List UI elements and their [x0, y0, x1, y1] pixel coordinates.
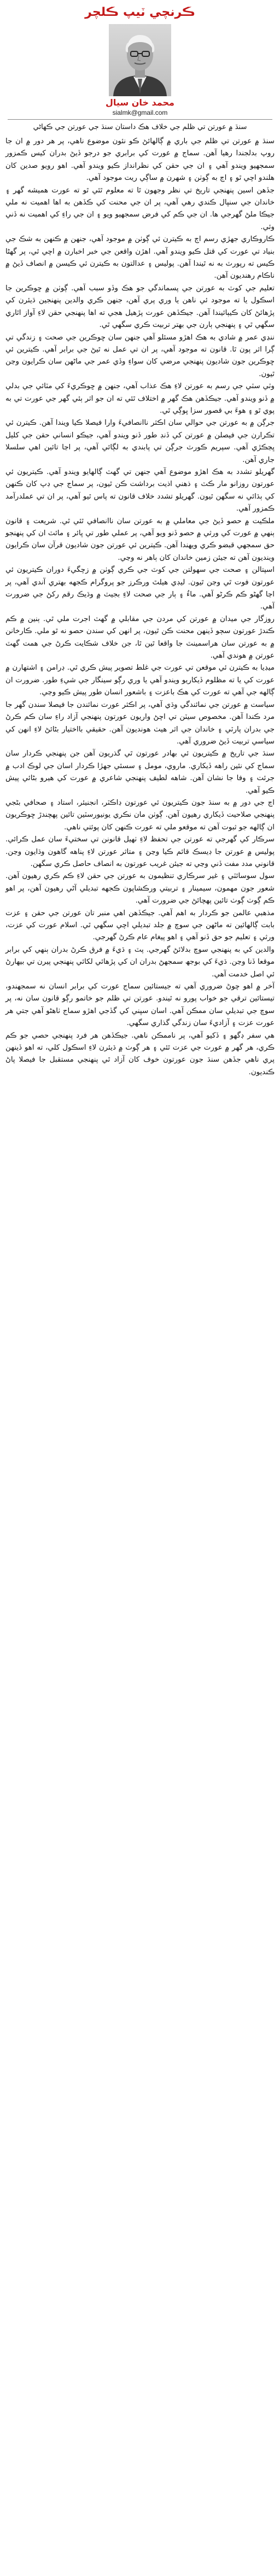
body-paragraph: والدين کي به پنهنجي سوچ بدلائڻ گهرجي. پٽ ۽ ڌيءَ ۾ فرق ڪرڻ بدران ٻنهي کي برابر موقعا ڏنا وڃن. ڌيءَ کي بوجھ سمجهڻ بدران ان کي پڙهائي لکائي پنهنجي پيرن تي بيهارڻ ئي اصل خدمت آهي. — [5, 945, 275, 979]
author-name: محمد خان سيال — [106, 97, 174, 108]
body-paragraph: ننڍي عمر ۾ شادي به هڪ اهڙو مسئلو آهي جنهن سان ڇوڪرين جي صحت ۽ زندگي تي ڳرا اثر پون ٿا. قانون ته موجود آهي، پر ان تي عمل نه ٿيڻ جي برابر آهي. ڪيترين ئي ڇوڪرين جون شاديون پنهنجي مرضي کان سواءِ وڏي عمر جي ماڻهن سان ڪرايون وڃن ٿيون. — [5, 333, 275, 378]
article-body — [5, 136, 275, 1079]
body-paragraph: سنڌ جي تاريخ ۾ ڪيتريون ئي بهادر عورتون ٿي گذريون آهن جن پنهنجي ڪردار سان سماج کي نئين راهه ڏيکاري. ماروي، مومل ۽ سسئي جهڙا ڪردار اسان جي لوڪ ادب ۾ جرئت ۽ وفا جا نشان آهن. شاهه لطيف پنهنجي شاعري ۾ عورت کي هيرو بڻائي پيش ڪيو آهي. — [5, 750, 275, 795]
article-header — [3, 3, 277, 132]
author-portrait — [109, 24, 171, 96]
body-paragraph: جرڳن ۾ به عورتن جي حوالي سان اڪثر ناانصافيءَ وارا فيصلا ڪيا ويندا آهن. ڪيترن ئي تڪرارن جي فيصلن ۾ عورتن کي ڏنڊ طور ڏنو ويندو آهي، جيڪو انساني حقن جي کليل ڀڃڪڙي آهي. سپريم ڪورٽ جرڳن تي پابندي به لڳائي آهي، پر اڃا تائين اهي سلسلا جاري آهن. — [5, 419, 275, 464]
article-intro: سنڌ ۾ عورتن تي ظلم جي خلاف هڪ داستان سنڌ جي عورتن جي ڪهاڻي — [33, 123, 247, 131]
body-paragraph: اسپتالن ۽ صحت جي سهولتن جي کوٽ جي ڪري ڳوٺن ۾ زچگيءَ دوران ڪيتريون ئي عورتون فوت ٿي وڃن ٿيون. ليڊي هيلٿ ورڪرز جو پروگرام ڪجهه بهتري آندي آهي، پر اڃا گهڻو ڪم ڪرڻو آهي. ماءُ ۽ ٻار جي صحت لاءِ بجيٽ ۾ وڌيڪ رقم رکڻ جي ضرورت آهي. — [5, 566, 275, 611]
body-paragraph: سياست ۾ عورتن جي نمائندگي وڌي آهي، پر اڪثر عورت نمائندن جا فيصلا سندن گهر جا مرد ڪندا آهن. مخصوص سيٽن تي اچڻ واريون عورتون پنهنجي آزاد راءِ سان ڪم ڪرڻ جي بدران پارٽي ۽ خاندان جي اثر هيٺ هونديون آهن. حقيقي بااختيار بڻائڻ لاءِ انهن کي سياسي تربيت ڏيڻ ضروري آهي. — [5, 700, 275, 746]
body-paragraph: ڪاروڪاري جهڙي رسم اڄ به ڪيترن ئي ڳوٺن ۾ موجود آهي، جنهن ۾ ڪنهن به شڪ جي بنياد تي عورت کي قتل ڪيو ويندو آهي. اهڙن واقعن جي خبر اخبارن ۾ اچي ٿي، پر گهڻا ڪيس ته رپورٽ به نه ٿيندا آهن. پوليس ۽ عدالتون به ڪيترن ئي ڪيسن ۾ انصاف ڏيڻ ۾ ناڪام رهنديون آهن. — [5, 235, 275, 280]
body-paragraph: ملڪيت ۾ حصو ڏيڻ جي معاملي ۾ به عورتن سان ناانصافي ٿئي ٿي. شريعت ۽ قانون ٻنهي ۾ عورت کي ورثي ۾ حصو ڏنو ويو آهي، پر عملي طور تي ڀائر ۽ مائٽ ان کي پنهنجو حق سمجهي قبضو ڪري ويهندا آهن. ڪيترين ئي عورتن جون شاديون قرآن سان ڪرايون وينديون آهن ته جيئن زمين خاندان کان ٻاهر نه وڃي. — [5, 517, 275, 562]
header-divider — [8, 119, 272, 120]
body-paragraph: سنڌ ۾ عورتن تي ظلم جي باري ۾ ڳالهائڻ ڪو نئون موضوع ناهي، پر هر دور ۾ ان جا روپ بدلجندا رهيا آهن. سماج ۾ عورت کي برابري جو درجو ڏيڻ بدران کيس ڪمزور سمجهيو ويندو آهي ۽ ان جي حقن کي نظرانداز ڪيو ويندو آهي. اهو رويو صدين کان هلندو اچي ٿو ۽ اڄ به ڳوٺن ۽ شهرن ۾ ساڳي ريت موجود آهي. — [5, 137, 275, 183]
body-paragraph: تعليم جي کوٽ به عورتن جي پسماندگي جو هڪ وڏو سبب آهي. ڳوٺن ۾ ڇوڪرين جا اسڪول يا ته موجود ئي ناهن يا وري پري آهن، جنهن ڪري والدين پنهنجين ڌيئرن کي پڙهائڻ کان ڪيٻائيندا آهن. جيڪڏهن عورت پڙهيل هجي ته اها پنهنجي حقن لاءِ آواز اٿاري سگهي ٿي ۽ پنهنجي ٻارن جي بهتر تربيت ڪري سگهي ٿي. — [5, 284, 275, 330]
body-paragraph: سرڪار کي گهرجي ته عورتن جي تحفظ لاءِ ٺهيل قانونن تي سختيءَ سان عمل ڪرائي. پوليس ۾ عورتن جا ڊيسڪ قائم ڪيا وڃن ۽ متاثر عورتن لاءِ پناهه گاهون وڌايون وڃن. قانوني مدد مفت ڏني وڃي ته جيئن غريب عورتون به انصاف حاصل ڪري سگهن. — [5, 835, 275, 868]
body-paragraph: جڏهن اسين پنهنجي تاريخ تي نظر وجهون ٿا ته معلوم ٿئي ٿو ته عورت هميشه گهر ۽ خاندان جي سنڀال ڪندي رهي آهي، پر ان جي محنت کي ڪڏهن به اها اهميت نه ملي جيڪا ملڻ گهرجي ها. ان جي ڪم کي فرض سمجهيو ويو ۽ ان جي راءِ کي اهميت نه ڏني وئي. — [5, 186, 275, 231]
body-paragraph: گهريلو تشدد به هڪ اهڙو موضوع آهي جنهن تي گهٽ ڳالهايو ويندو آهي. ڪيتريون ئي عورتون روزانو مار ڪٽ ۽ ذهني اذيت برداشت ڪن ٿيون، پر سماج جي ڊپ کان ڪنهن کي ٻڌائي نه سگهن ٿيون. گهريلو تشدد خلاف قانون ته پاس ٿيو آهي، پر ان تي عملدرآمد ڪمزور آهي. — [5, 467, 275, 513]
body-paragraph: اڄ جي دور ۾ به سنڌ جون ڪيتريون ئي عورتون ڊاڪٽر، انجنيئر، استاد ۽ صحافي بڻجي پنهنجي صلاحيت ڏيکاري رهيون آهن. ڳوٺن مان نڪري يونيورسٽين تائين پهچندڙ ڇوڪريون ان ڳالهه جو ثبوت آهن ته موقعو ملي ته عورت ڪنهن کان پوئتي ناهي. — [5, 798, 275, 832]
body-paragraph: وٽي سٽي جي رسم به عورتن لاءِ هڪ عذاب آهي، جنهن ۾ ڇوڪريءَ کي مٽائي جي بدلي ۾ ڏنو ويندو آهي. جيڪڏهن هڪ گهر ۾ اختلاف ٿئي ته ان جو اثر ٻئي گهر جي عورت تي به پوي ٿو ۽ هوءَ بي قصور سزا ڀوڳي ٿي. — [5, 382, 275, 415]
article-title: ڪرنچي ٽيپ ڪلچر — [85, 5, 195, 19]
body-paragraph: سول سوسائٽي ۽ غير سرڪاري تنظيمون به عورتن جي حقن لاءِ ڪم ڪري رهيون آهن. شعور جون مهمون، سيمينار ۽ تربيتي ورڪشاپون ڪجهه تبديلي آڻي رهيون آهن، پر اهو ڪم ڳوٺ ڳوٺ تائين پهچائڻ جي ضرورت آهي. — [5, 872, 275, 905]
author-email: sialmk@gmail.com — [112, 109, 168, 116]
body-paragraph: مذهبي عالمن جو ڪردار به اهم آهي. جيڪڏهن اهي منبر تان عورتن جي حقن ۽ عزت بابت ڳالهائين ته ماڻهن جي سوچ ۾ جلد تبديلي اچي سگهي ٿي. اسلام عورت کي عزت، ورثي ۽ تعليم جو حق ڏنو آهي ۽ اهو پيغام عام ڪرڻ گهرجي. — [5, 909, 275, 942]
body-paragraph: ميڊيا به ڪيترن ئي موقعن تي عورت جي غلط تصوير پيش ڪري ٿي. ڊرامن ۽ اشتهارن ۾ عورت کي يا ته مظلوم ڏيکاريو ويندو آهي يا وري رڳو سينگار جي شيءِ طور. ضرورت ان ڳالهه جي آهي ته عورت کي هڪ باعزت ۽ باشعور انسان طور پيش ڪيو وڃي. — [5, 664, 275, 697]
body-paragraph: آخر ۾ اهو چوڻ ضروري آهي ته جيستائين سماج عورت کي برابر انسان نه سمجهندو، تيستائين ترقي جو خواب پورو نه ٿيندو. عورتن تي ظلم جو خاتمو رڳو قانون سان نه، پر سوچ جي تبديلي سان ممڪن آهي. اسان سڀني کي گڏجي اهڙو سماج ٺاهڻو آهي جتي هر عورت عزت ۽ آزاديءَ سان زندگي گذاري سگهي. — [5, 982, 275, 1028]
body-paragraph: هي سفر ڊگهو ۽ ڏکيو آهي، پر ناممڪن ناهي. جيڪڏهن هر فرد پنهنجي حصي جو ڪم ڪري، هر گهر ۾ عورت جي عزت ٿئي ۽ هر ڳوٺ ۾ ڌيئرن لاءِ اسڪول کلي، ته اهو ڏينهن پري ناهي جڏهن سنڌ جون عورتون خوف کان آزاد ٿي پنهنجي مستقبل جا فيصلا پاڻ ڪنديون. — [5, 1031, 275, 1076]
body-paragraph: روزگار جي ميدان ۾ عورتن کي مردن جي مقابلي ۾ گهٽ اجرت ملي ٿي. ٻنين ۾ ڪم ڪندڙ عورتون سڄو ڏينهن محنت ڪن ٿيون، پر انهن کي سندن حصو نه ٿو ملي. ڪارخانن ۾ به عورتن سان هراسمينٽ جا واقعا ٿين ٿا، جن خلاف شڪايت ڪرڻ جي همت گهٽ عورتن ۾ هوندي آهي. — [5, 614, 275, 660]
